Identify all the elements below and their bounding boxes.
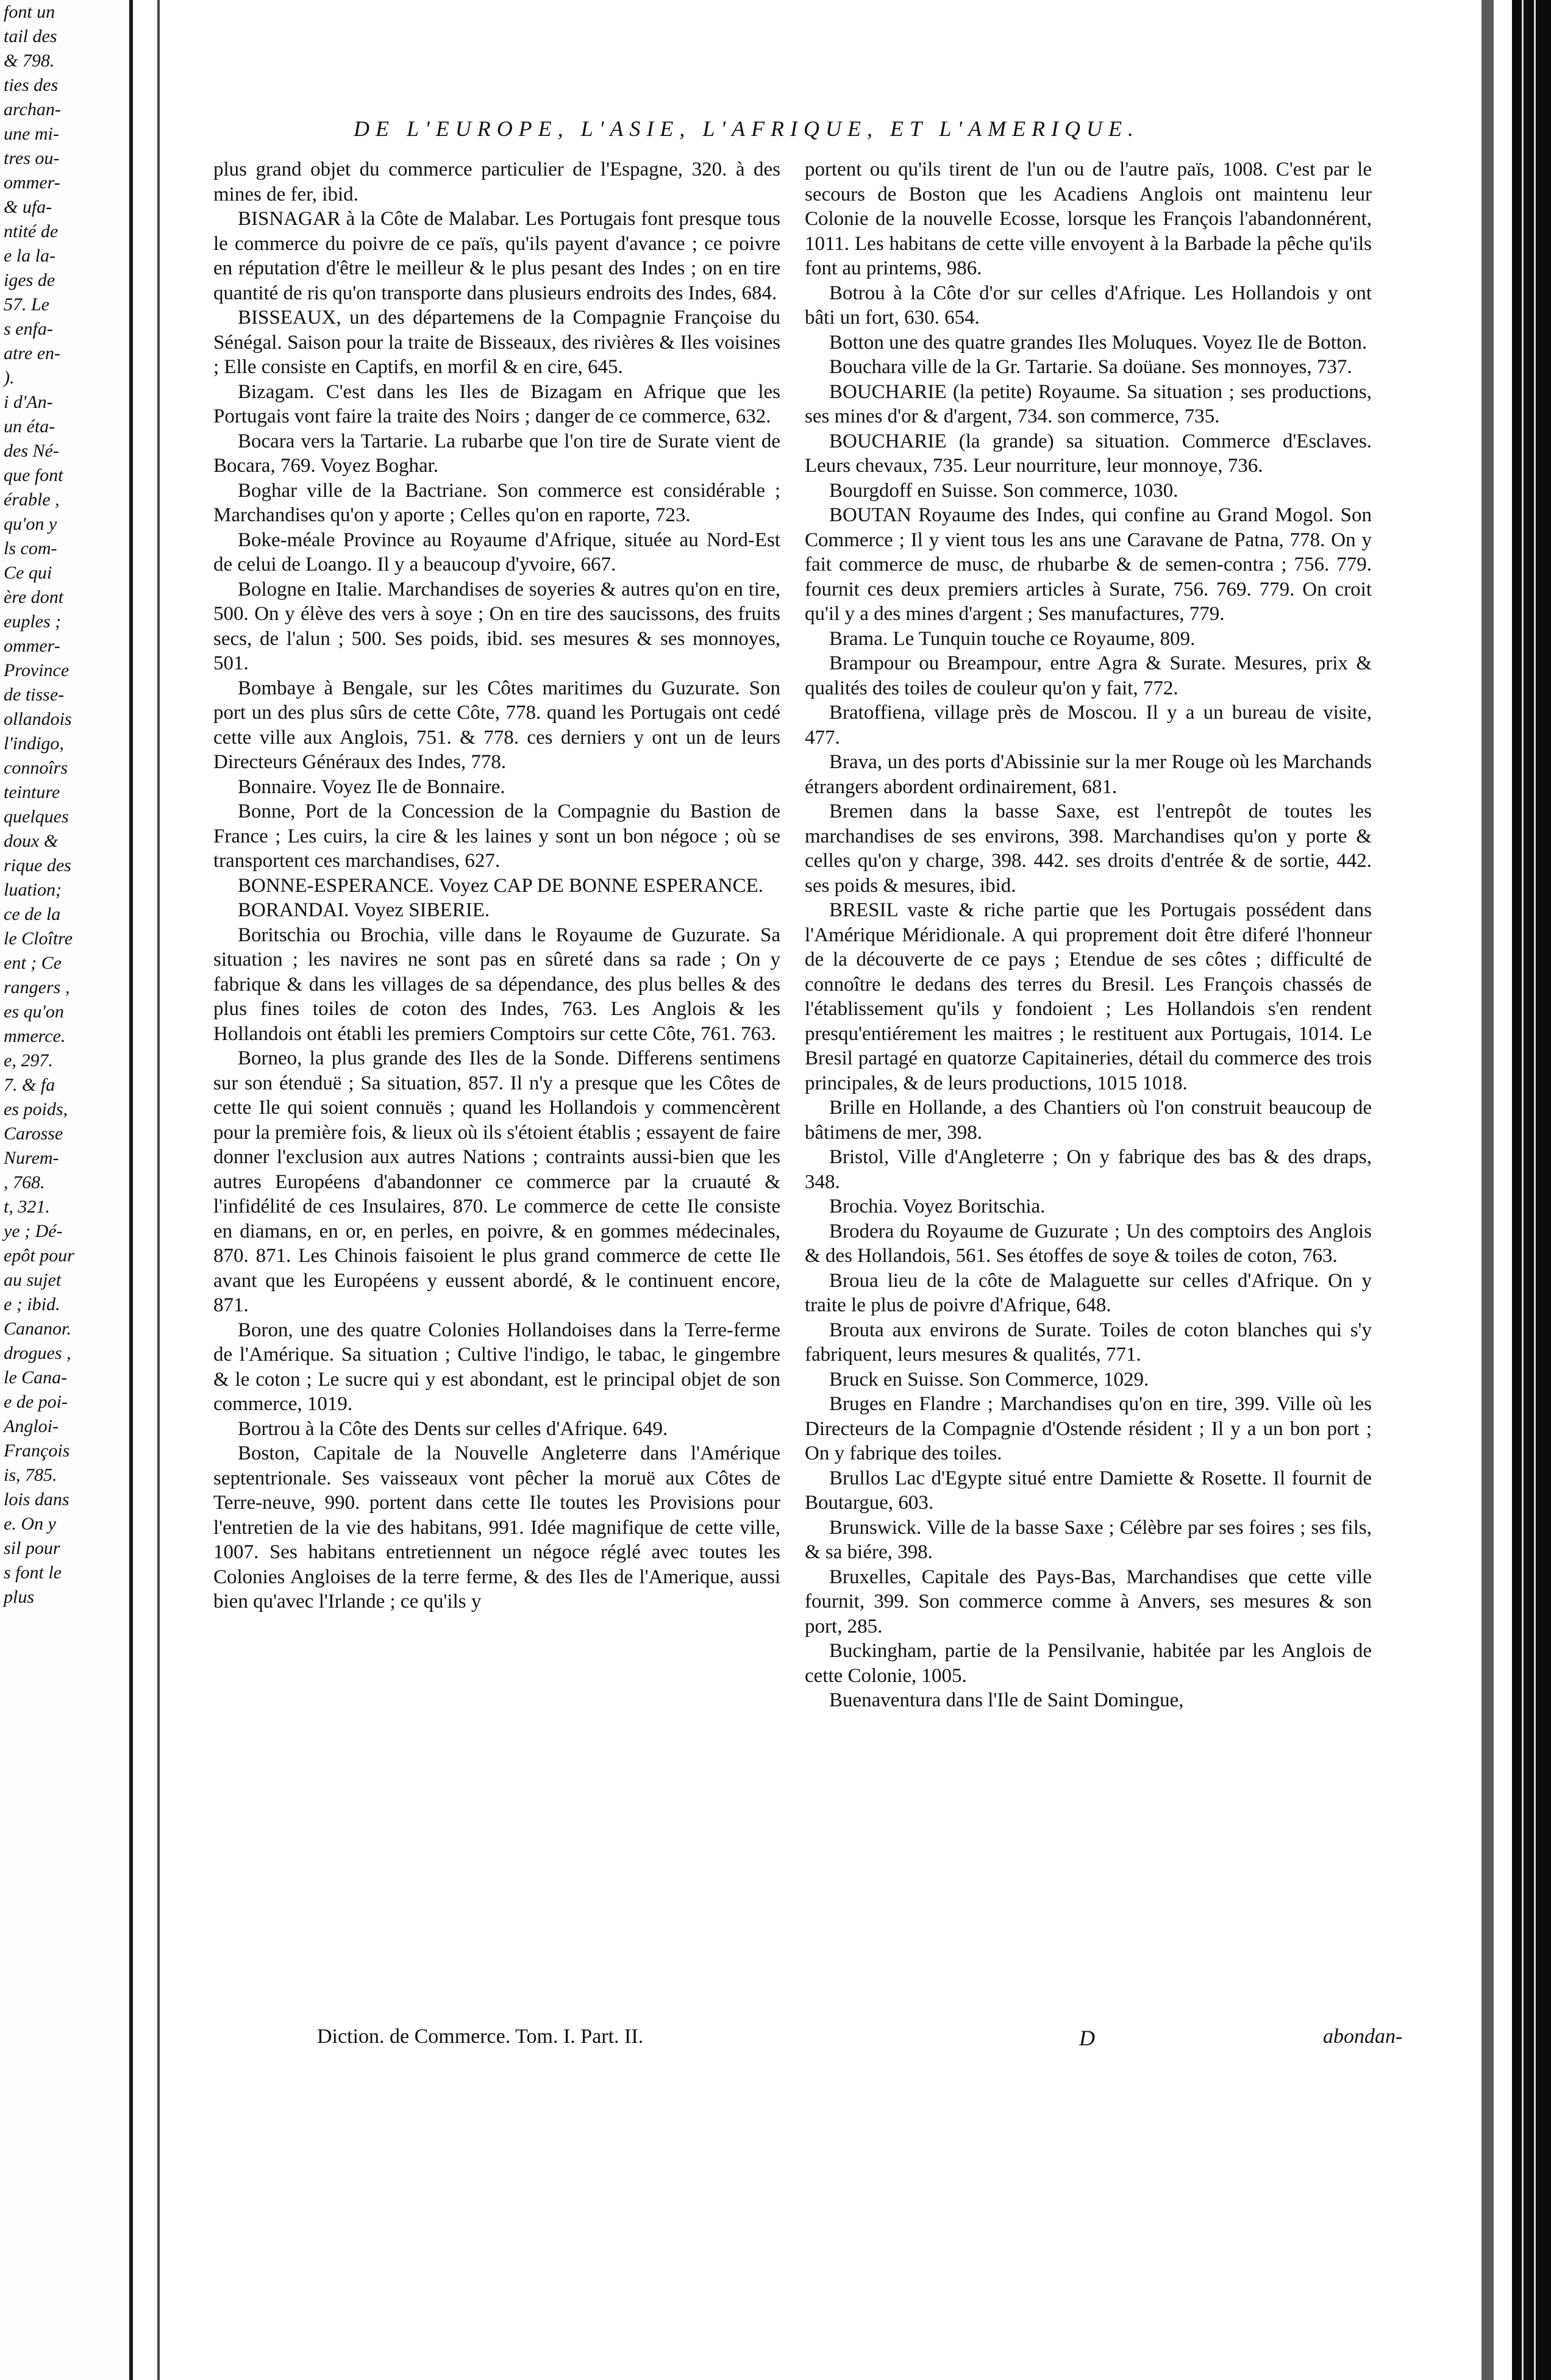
index-entry: Bologne en Italie. Marchandises de soyeries & autres qu'on en tire, 500. On y élève des vers à soye ; On en tire des saucissons, des fruits secs, de l'alun ; 500. Ses poids, ibid. ses mesures & ses monnoyes, 501. [213, 578, 780, 674]
prev-page-line: une mi- [4, 124, 59, 144]
prev-page-line: & 798. [4, 51, 55, 71]
prev-page-line: rique des [4, 855, 71, 875]
page-edge-shadow [1481, 0, 1494, 2380]
index-entry: Boghar ville de la Bactriane. Son commerce est considérable ; Marchandises qu'on y aporte ; Celles qu'on en raporte, 723. [213, 479, 780, 526]
index-entry: Brama. Le Tunquin touche ce Royaume, 809. [829, 627, 1196, 650]
prev-page-line: Angloi- [4, 1416, 59, 1436]
prev-page-line: sil pour [4, 1538, 60, 1558]
catchword: abondan- [1323, 2025, 1403, 2048]
prev-page-line: ntité de [4, 221, 59, 241]
prev-page-line: luation; [4, 880, 62, 900]
index-entry: Brullos Lac d'Egypte situé entre Damiette & Rosette. Il fournit de Boutargue, 603. [805, 1467, 1372, 1514]
book-page [171, 0, 1500, 2380]
index-entry: Bruxelles, Capitale des Pays-Bas, Marchandises que cette ville fournit, 399. Son commerce comme à Anvers, ses mesures & son port, 285. [805, 1566, 1372, 1637]
prev-page-line: euples ; [4, 611, 62, 632]
prev-page-line: ommer- [4, 173, 60, 193]
prev-page-line: es poids, [4, 1099, 68, 1119]
binding-gutter [129, 0, 133, 2380]
prev-page-line: connoîrs [4, 758, 68, 778]
prev-page-line: e ; ibid. [4, 1294, 60, 1314]
index-entry: Bourgdoff en Suisse. Son commerce, 1030. [829, 479, 1178, 502]
prev-page-line: drogues , [4, 1343, 71, 1363]
prev-page-line: 57. Le [4, 294, 49, 315]
prev-page-line: s enfa- [4, 319, 53, 339]
prev-page-line: atre en- [4, 343, 61, 363]
index-entry: Buckingham, partie de la Pensilvanie, habitée par les Anglois de cette Colonie, 1005. [805, 1640, 1372, 1687]
index-entry: BOUCHARIE (la grande) sa situation. Commerce d'Esclaves. Leurs chevaux, 735. Leur nourriture, leur monnoye, 736. [805, 430, 1372, 477]
binding-gutter-inner [157, 0, 160, 2380]
signature-line: Diction. de Commerce. Tom. I. Part. II. [317, 2025, 644, 2048]
prev-page-line: rangers , [4, 977, 70, 997]
page-edge-stripe-2 [1534, 0, 1536, 2380]
prev-page-line: 7. & fa [4, 1075, 55, 1095]
index-entry: BISNAGAR à la Côte de Malabar. Les Portugais font presque tous le commerce du poivre de ce païs, qu'ils payent d'avance ; ce poivre en réputation d'être le meilleur & le plus pesant des Indes ; on en tire quantité de ris qu'on transporte dans plusieurs endroits des Indes, 684. [213, 208, 780, 304]
prev-page-line: François [4, 1441, 70, 1461]
index-entry: Bremen dans la basse Saxe, est l'entrepôt de toutes les marchandises de ses environs, 398. Marchandises qu'on y porte & celles qu'on y charge, 398. 442. ses droits d'entrée & de sortie, 442. ses poids & mesures, ibid. [805, 800, 1372, 897]
prev-page-line: ent ; Ce [4, 953, 62, 973]
index-entry: Broua lieu de la côte de Malaguette sur celles d'Afrique. On y traite le plus de poivre d'Afrique, 648. [805, 1269, 1372, 1316]
index-entry: Boritschia ou Brochia, ville dans le Royaume de Guzurate. Sa situation ; les navires ne sont pas en sûreté dans sa rade ; On y fabrique & dans les villages de sa dépendance, des plus belles & des plus fines toiles de coton des Indes, 763. Les Anglois & les Hollandois ont établi les premiers Comptoirs sur cette Côte, 761. 763. [213, 924, 780, 1045]
prev-page-line: e. On y [4, 1514, 56, 1534]
index-entry: Botton une des quatre grandes Iles Moluques. Voyez Ile de Botton. [829, 331, 1367, 354]
prev-page-line: & ufa- [4, 197, 52, 217]
index-entry: Botrou à la Côte d'or sur celles d'Afrique. Les Hollandois y ont bâti un fort, 630. 654. [805, 282, 1372, 329]
right-column [805, 157, 1372, 1713]
prev-page-line: e, 297. [4, 1050, 53, 1071]
prev-page-line: qu'on y [4, 514, 57, 534]
prev-page-line: archan- [4, 99, 61, 119]
index-entry: Brochia. Voyez Boritschia. [829, 1195, 1046, 1217]
prev-page-line: plus [4, 1587, 35, 1607]
index-entry: Bristol, Ville d'Angleterre ; On y fabrique des bas & des draps, 348. [805, 1146, 1372, 1193]
prev-page-line: que font [4, 465, 63, 485]
left-column [213, 157, 780, 1614]
prev-page-line: Cananor. [4, 1319, 71, 1339]
index-entry: Bombaye à Bengale, sur les Côtes maritimes du Guzurate. Son port un des plus sûrs de cette Côte, 778. quand les Portugais ont cedé cette ville aux Anglois, 751. & 778. ces derniers y ont un de leurs Directeurs Généraux des Indes, 778. [213, 677, 780, 773]
prev-page-line: font un [4, 2, 55, 22]
index-entry: Bouchara ville de la Gr. Tartarie. Sa doüane. Ses monnoyes, 737. [829, 356, 1352, 378]
prev-page-line: de tisse- [4, 685, 65, 705]
prev-page-line: tail des [4, 26, 57, 46]
prev-page-line: tres ou- [4, 148, 60, 168]
index-entry: Bortrou à la Côte des Dents sur celles d'Afrique. 649. [238, 1417, 668, 1440]
prev-page-line: ties des [4, 75, 59, 95]
index-entry: Borneo, la plus grande des Iles de la Sonde. Differens sentimens sur son étenduë ; Sa situation, 857. Il n'y a presque que les Côtes de cette Ile qui soient connuës ; quand les Hollandois y commencèrent pour la première fois, & lieux où ils s'étoient établis ; essayent de faire donner l'exclusion aux autres Nations ; contraints aussi-bien que les autres Européens d'abandonner ce commerce par la cruauté & l'infidélité de ces Insulaires, 870. Le commerce de cette Ile consiste en diamans, en or, en perles, en poivre, & en gommes médecinales, 870. 871. Les Chinois faisoient le plus grand commerce de cette Ile avant que les Européens y eussent abordé, & le continuent encore, 871. [213, 1047, 780, 1316]
prev-page-line: ls com- [4, 538, 57, 558]
index-entry: plus grand objet du commerce particulier de l'Espagne, 320. à des mines de fer, ibid. [213, 159, 780, 205]
prev-page-line: e la la- [4, 246, 55, 266]
running-head: DE L'EUROPE, L'ASIE, L'AFRIQUE, ET L'AMERIQUE. [354, 116, 1140, 141]
prev-page-line: ). [4, 368, 15, 388]
prev-page-line: ye ; Dé- [4, 1221, 63, 1241]
prev-page-line: ommer- [4, 636, 60, 656]
index-entry: BONNE-ESPERANCE. Voyez CAP DE BONNE ESPERANCE. [238, 874, 764, 897]
index-entry: BOUTAN Royaume des Indes, qui confine au Grand Mogol. Son Commerce ; Il y vient tous les ans une Caravane de Patna, 778. On y fait commerce de musc, de rhubarbe & de semen-contra ; 756. 779. fournit ces deux premiers articles à Surate, 756. 769. 779. On croit qu'il y a des mines d'argent ; Ses manufactures, 779. [805, 504, 1372, 625]
prev-page-line: es qu'on [4, 1002, 64, 1022]
prev-page-line: is, 785. [4, 1465, 57, 1485]
index-entry: Brodera du Royaume de Guzurate ; Un des comptoirs des Anglois & des Hollandois, 561. Ses étoffes de soye & toiles de coton, 763. [805, 1220, 1372, 1267]
index-entry: Bruges en Flandre ; Marchandises qu'on en tire, 399. Ville où les Directeurs de la Compagnie d'Ostende résident ; Il y a un bon port ; On y fabrique des toiles. [805, 1393, 1372, 1464]
index-entry: Bocara vers la Tartarie. La rubarbe que l'on tire de Surate vient de Bocara, 769. Voyez Boghar. [213, 430, 780, 477]
index-entry: Brava, un des ports d'Abissinie sur la mer Rouge où les Marchands étrangers abordent ordinairement, 681. [805, 751, 1372, 798]
prev-page-line: Ce qui [4, 563, 52, 583]
prev-page-line: mmerce. [4, 1026, 66, 1046]
prev-page-line: ollandois [4, 709, 72, 729]
index-entry: Bonne, Port de la Concession de la Compagnie du Bastion de France ; Les cuirs, la cire & les laines y sont un bon négoce ; où se transportent ces marchandises, 627. [213, 800, 780, 872]
index-entry: BRESIL vaste & riche partie que les Portugais possédent dans l'Amérique Méridionale. A qui proprement doit être diferé l'honneur de la découverte de ce pays ; Etendue de ses côtes ; difficulté de connoître le dedans des terres du Bresil. Les François chassés de l'établissement qu'ils y fondoient ; Les Hollandois s'en rendent presqu'entiérement les maitres ; le restituent aux Portugais, 1014. Le Bresil partagé en quatorze Capitaineries, détail du commerce des trois principales, & de leurs productions, 1015 1018. [805, 899, 1372, 1094]
index-entry: Boke-méale Province au Royaume d'Afrique, située au Nord-Est de celui de Loango. Il y a beaucoup d'yvoire, 667. [213, 529, 780, 575]
prev-page-line: Nurem- [4, 1148, 59, 1168]
prev-page-line: Carosse [4, 1124, 63, 1144]
previous-page-fragment [0, 0, 116, 2380]
prev-page-line: quelques [4, 807, 69, 827]
index-entry: BISSEAUX, un des départemens de la Compagnie Françoise du Sénégal. Saison pour la traite de Bisseaux, des rivières & Iles voisines ; Elle consiste en Captifs, en morfil & en cire, 645. [213, 307, 780, 378]
prev-page-line: doux & [4, 831, 59, 851]
prev-page-line: le Cloître [4, 928, 73, 949]
index-entry: Boron, une des quatre Colonies Hollandoises dans la Terre-ferme de l'Amérique. Sa situation ; Cultive l'indigo, le tabac, le gingembre & le coton ; Le sucre qui y est abondant, est le principal objet de son commerce, 1019. [213, 1319, 780, 1415]
index-entry: portent ou qu'ils tirent de l'un ou de l'autre païs, 1008. C'est par le secours de Boston que les Acadiens Anglois ont maintenu leur Colonie de la nouvelle Ecosse, lorsque les François l'abandonnérent, 1011. Les habitans de cette ville envoyent à la Barbade la pêche qu'ils font au printems, 986. [805, 159, 1372, 279]
prev-page-line: Province [4, 660, 70, 680]
page-edge-dark [1512, 0, 1551, 2380]
prev-page-line: l'indigo, [4, 733, 64, 754]
page-edge-stripe-1 [1522, 0, 1524, 2380]
index-entry: Bratoffiena, village près de Moscou. Il y a un bureau de visite, 477. [805, 702, 1372, 749]
prev-page-line: i d'An- [4, 392, 53, 412]
prev-page-line: ère dont [4, 587, 64, 607]
prev-page-line: un éta- [4, 416, 55, 436]
prev-page-line: s font le [4, 1562, 62, 1583]
prev-page-line: lois dans [4, 1489, 70, 1509]
prev-page-line: le Cana- [4, 1367, 68, 1388]
index-entry: Bonnaire. Voyez Ile de Bonnaire. [238, 775, 505, 798]
prev-page-line: ce de la [4, 904, 61, 924]
prev-page-line: teinture [4, 782, 60, 802]
index-entry: Brunswick. Ville de la basse Saxe ; Célèbre par ses foires ; ses fils, & sa biére, 398. [805, 1516, 1372, 1563]
index-entry: Buenaventura dans l'Ile de Saint Domingue, [829, 1689, 1184, 1711]
index-entry: Brille en Hollande, a des Chantiers où l'on construit beaucoup de bâtimens de mer, 398. [805, 1097, 1372, 1144]
prev-page-line: des Né- [4, 441, 59, 461]
index-entry: BOUCHARIE (la petite) Royaume. Sa situation ; ses productions, ses mines d'or & d'argent, 734. son commerce, 735. [805, 380, 1372, 427]
prev-page-line: t, 321. [4, 1197, 50, 1217]
prev-page-line: epôt pour [4, 1245, 74, 1266]
sheet-letter: D [1079, 2026, 1095, 2050]
index-entry: Bruck en Suisse. Son Commerce, 1029. [829, 1368, 1149, 1391]
index-entry: Boston, Capitale de la Nouvelle Angleterre dans l'Amérique septentrionale. Ses vaisseaux vont pêcher la moruë aux Côtes de Terre-neuve, 990. portent dans cette Ile toutes les Provisions pour l'entretien de la vie des habitans, 991. Idée magnifique de cette ville, 1007. Ses habitans entretiennent un négoce réglé avec toutes les Colonies Angloises de la terre ferme, & des Iles de l'Amerique, aussi bien qu'avec l'Irlande ; ce qu'ils y [213, 1442, 780, 1612]
prev-page-line: e de poi- [4, 1392, 68, 1412]
prev-page-line: érable , [4, 490, 60, 510]
index-entry: Bizagam. C'est dans les Iles de Bizagam en Afrique que les Portugais vont faire la traite des Noirs ; danger de ce commerce, 632. [213, 380, 780, 427]
index-entry: Brouta aux environs de Surate. Toiles de coton blanches qui s'y fabriquent, leurs mesures & qualités, 771. [805, 1319, 1372, 1366]
index-entry: BORANDAI. Voyez SIBERIE. [238, 899, 490, 921]
prev-page-line: , 768. [4, 1172, 45, 1192]
prev-page-line: au sujet [4, 1270, 62, 1290]
index-entry: Brampour ou Breampour, entre Agra & Surate. Mesures, prix & qualités des toiles de couleur qu'on y fait, 772. [805, 652, 1372, 699]
prev-page-line: iges de [4, 270, 55, 290]
